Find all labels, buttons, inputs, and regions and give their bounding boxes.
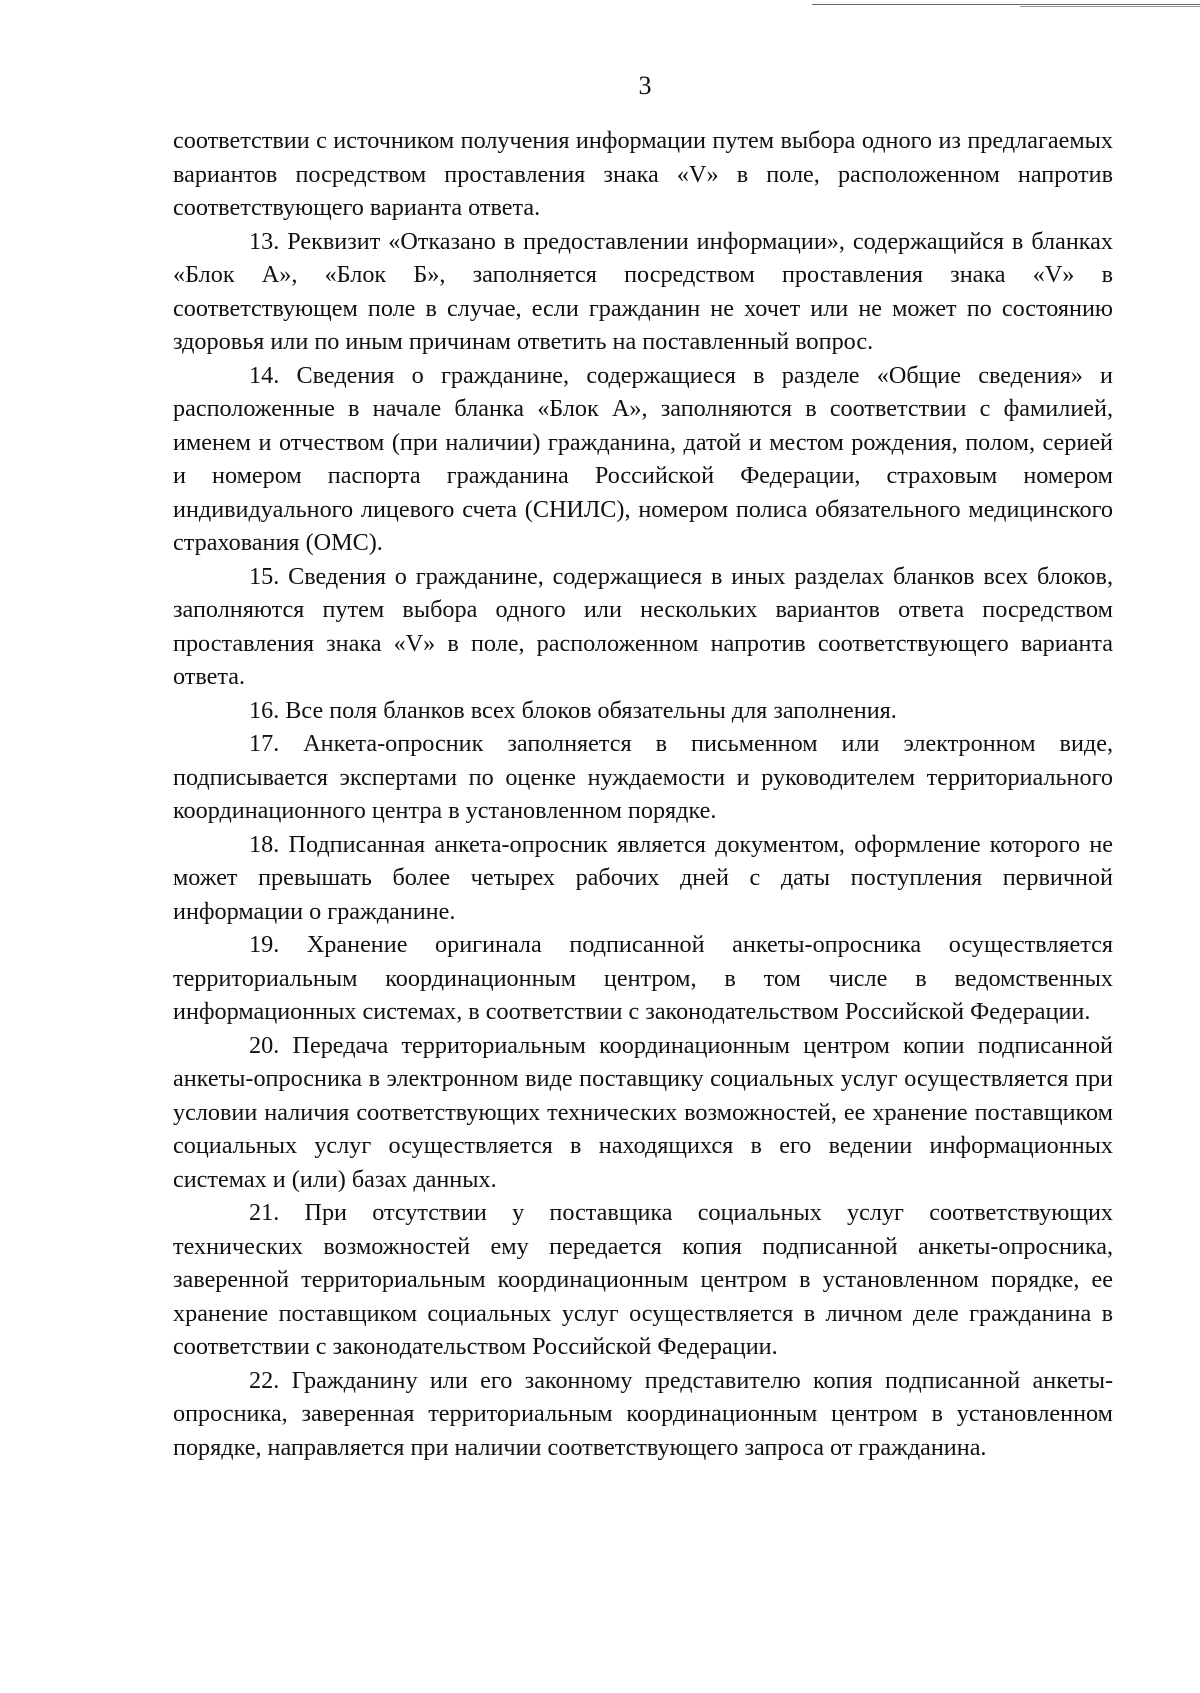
page-number: 3 xyxy=(638,71,652,100)
paragraph-14: 14. Сведения о гражданине, содержащиеся в разделе «Общие сведения» и расположенные в начале бланка «Блок А», заполняются в соответствии с фамилией, именем и отчеством (при наличии) гражданина, датой и местом рождения, полом, серией и номером паспорта гражданина Российской Федерации, страховым номером индивидуального лицевого счета (СНИЛС), номером полиса обязательного медицинского страхования (ОМС). xyxy=(173,361,1113,556)
paragraph-continuation: соответствии с источником получения информации путем выбора одного из предлагаемых вариантов посредством проставления знака «V» в поле, расположенном напротив соответствующего варианта ответа. xyxy=(173,127,1113,221)
paragraph-13: 13. Реквизит «Отказано в предоставлении информации», содержащийся в бланках «Блок А», «Блок Б», заполняется посредством проставления знака «V» в соответствующем поле в случае, если гражданин не хочет или не может по состоянию здоровья или по иным причинам ответить на поставленный вопрос. xyxy=(173,227,1113,355)
paragraph-18: 18. Подписанная анкета-опросник является документом, оформление которого не может превышать более четырех рабочих дней с даты поступления первичной информации о гражданине. xyxy=(173,830,1113,925)
paragraph-21: 21. При отсутствии у поставщика социальных услуг соответствующих технических возможностей ему передается копия подписанной анкеты-опросника, заверенной территориальным координационным центром в установленном порядке, ее хранение поставщиком социальных услуг осуществляется в личном деле гражданина в соответствии с законодательством Российской Федерации. xyxy=(173,1199,1113,1360)
paragraph-15: 15. Сведения о гражданине, содержащиеся в иных разделах бланков всех блоков, заполняются путем выбора одного или нескольких вариантов ответа посредством проставления знака «V» в поле, расположенном напротив соответствующего варианта ответа. xyxy=(173,562,1113,690)
paragraph-20: 20. Передача территориальным координационным центром копии подписанной анкеты-опросника в электронном виде поставщику социальных услуг осуществляется при условии наличия соответствующих технических возможностей, ее хранение поставщиком социальных услуг осуществляется в находящихся в его ведении информационных системах и (или) базах данных. xyxy=(173,1031,1113,1193)
paragraph-16: 16. Все поля бланков всех блоков обязательны для заполнения. xyxy=(249,696,897,724)
document-body xyxy=(173,124,1113,1464)
paragraph-19: 19. Хранение оригинала подписанной анкеты-опросника осуществляется территориальным координационным центром, в том числе в ведомственных информационных системах, в соответствии с законодательством Российской Федерации. xyxy=(173,931,1113,1025)
paragraph-17: 17. Анкета-опросник заполняется в письменном или электронном виде, подписывается экспертами по оценке нуждаемости и руководителем территориального координационного центра в установленном порядке. xyxy=(173,730,1113,824)
paragraph-22: 22. Гражданину или его законному представителю копия подписанной анкеты-опросника, заверенная территориальным координационным центром в установленном порядке, направляется при наличии соответствующего запроса от гражданина. xyxy=(173,1366,1113,1461)
